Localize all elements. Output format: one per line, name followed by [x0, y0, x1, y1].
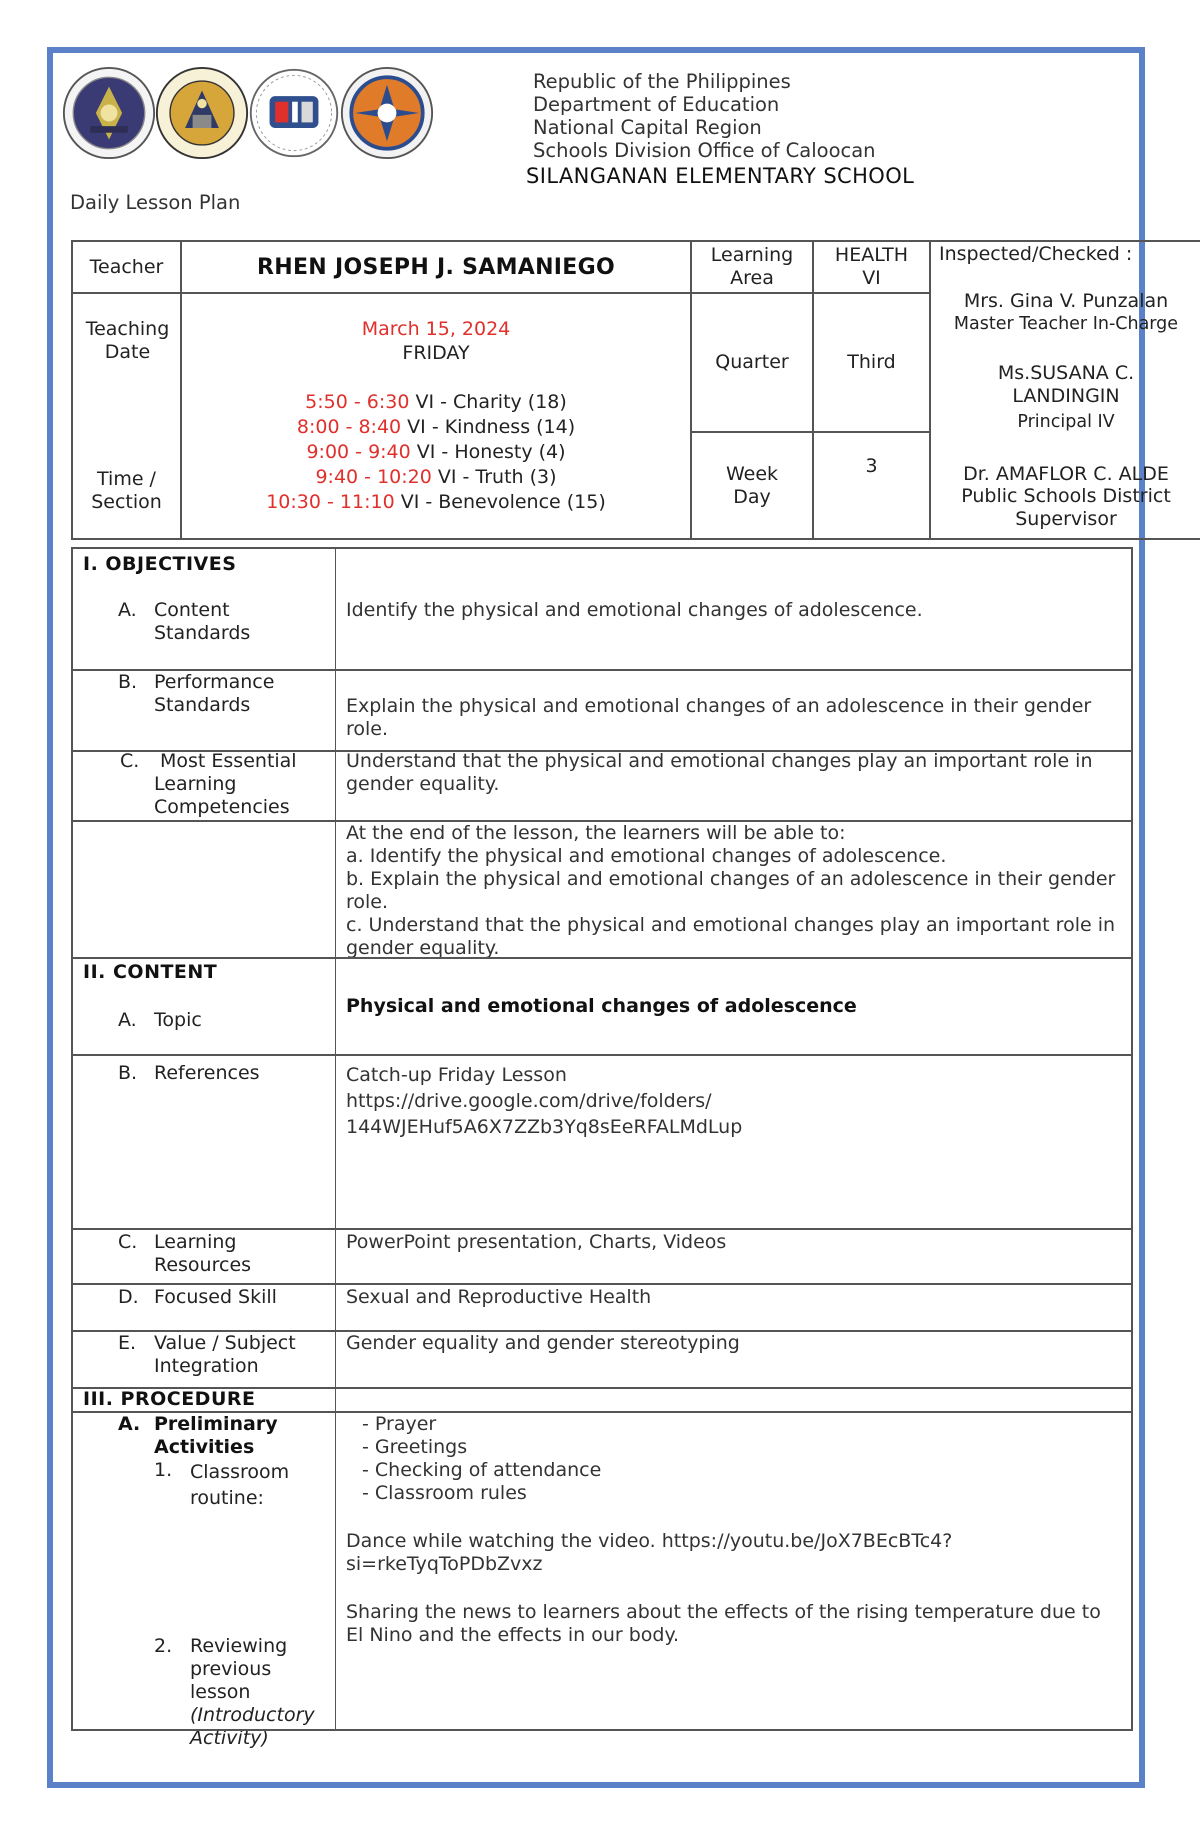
procedure-title-row	[71, 1389, 1133, 1411]
topic-label: Topic	[154, 1009, 202, 1031]
references-text	[346, 1062, 1121, 1140]
row-value-cell	[336, 1332, 1133, 1387]
content-standards-label: Content Standards	[154, 599, 251, 644]
value-integration-label: Value / Subject Integration	[154, 1332, 296, 1377]
row-value-cell	[336, 671, 1133, 751]
quarter-label: Quarter	[715, 351, 789, 373]
schedule-section: VI - Benevolence (15)	[394, 491, 606, 513]
header-line: National Capital Region	[533, 116, 762, 139]
row-value-cell	[336, 549, 1133, 671]
video-activity-text[interactable]: Dance while watching the video. https://youtu.be/JoX7BEcBTc4?si=rkeTyqToPDbZvxz	[346, 1530, 953, 1575]
item-letter: B.	[118, 1062, 138, 1084]
school-name: SILANGANAN ELEMENTARY SCHOOL	[526, 164, 915, 188]
quarter-label-cell	[690, 292, 814, 433]
item-letter: E.	[118, 1332, 137, 1354]
teacher-label: Teacher	[89, 255, 164, 278]
row-divider	[71, 547, 1133, 549]
week-day-label: Week Day	[725, 462, 779, 508]
performance-standards-label: Performance Standards	[154, 671, 275, 716]
teaching-date-label: Teaching Date	[85, 318, 170, 363]
inspector-title: Principal IV	[1017, 412, 1115, 432]
school-seal-icon	[340, 66, 434, 160]
quarter-value-cell	[812, 292, 931, 433]
header-line: Schools Division Office of Caloocan	[533, 139, 876, 162]
objective-item: c. Understand that the physical and emotional changes play an important role in gender equality.	[346, 914, 1116, 959]
learning-area-label-cell	[690, 240, 814, 294]
value-integration-text: Gender equality and gender stereotyping	[346, 1332, 740, 1354]
reference-link[interactable]: 144WJEHuf5A6X7ZZb3Yq8sEeRFALMdLup	[346, 1116, 743, 1138]
teaching-day: FRIDAY	[402, 342, 470, 364]
content-standards-row	[71, 549, 1133, 671]
learning-area-value: HEALTH VI	[834, 244, 909, 289]
row-label-cell	[71, 1389, 336, 1411]
objectives-title: I. OBJECTIVES	[83, 553, 237, 575]
week-day-label-cell	[690, 431, 814, 540]
row-label-cell	[71, 822, 336, 957]
schedule-section: VI - Kindness (14)	[401, 416, 576, 438]
schedule-row	[182, 466, 690, 489]
row-value-cell	[336, 1413, 1133, 1729]
row-label-cell	[71, 1056, 336, 1228]
introductory-activity-note: (Introductory Activity)	[190, 1704, 315, 1749]
content-standards-text: Identify the physical and emotional changes of adolescence.	[346, 599, 923, 621]
focused-skill-text: Sexual and Reproductive Health	[346, 1286, 652, 1308]
learning-area-value-cell	[812, 240, 931, 294]
schedule-time: 9:00 - 9:40	[306, 441, 411, 463]
schedule-cell	[180, 292, 692, 540]
row-label-cell	[71, 549, 336, 671]
item-letter: A.	[118, 599, 137, 621]
references-label: References	[154, 1062, 260, 1084]
item-letter: A.	[118, 1413, 141, 1435]
learner-objectives	[346, 822, 1121, 960]
references-row	[71, 1056, 1133, 1228]
learning-resources-row	[71, 1230, 1133, 1283]
inspector-name: Dr. AMAFLOR C. ALDE	[963, 463, 1169, 485]
item-letter: C.	[120, 750, 140, 772]
time-section-label: Time / Section	[91, 468, 162, 513]
reviewing-lesson-label: Reviewing previous lesson	[190, 1635, 288, 1703]
topic-text: Physical and emotional changes of adolescence	[346, 995, 857, 1017]
reference-link[interactable]: https://drive.google.com/drive/folders/	[346, 1090, 712, 1112]
row-label-cell	[71, 752, 336, 820]
item-number: 1.	[154, 1459, 173, 1481]
reviewing-lesson-block	[190, 1635, 330, 1750]
item-number: 2.	[154, 1635, 173, 1657]
learning-area-label: Learning Area	[710, 244, 794, 289]
preliminary-activities-label: Preliminary Activities	[154, 1413, 278, 1458]
agency-header	[533, 70, 1093, 162]
week-day-value: 3	[865, 455, 878, 477]
teacher-label-cell	[71, 240, 182, 294]
row-value-cell	[336, 822, 1133, 957]
row-value-cell	[336, 752, 1133, 820]
value-integration-row	[71, 1332, 1133, 1387]
item-letter: C.	[118, 1231, 138, 1253]
row-label-cell	[71, 959, 336, 1054]
teaching-date: March 15, 2024	[361, 318, 511, 340]
inspected-cell	[929, 240, 1200, 540]
focused-skill-label: Focused Skill	[154, 1286, 277, 1308]
objective-item: b. Explain the physical and emotional changes of an adolescence in their gender role.	[346, 868, 1116, 913]
performance-standards-row	[71, 671, 1133, 751]
row-label-cell	[71, 1413, 336, 1749]
row-value-cell	[336, 959, 1133, 1054]
item-letter: A.	[118, 1009, 137, 1031]
melc-row	[71, 752, 1133, 820]
deped-seal-icon	[62, 66, 156, 160]
routine-item: - Greetings	[362, 1436, 468, 1458]
focused-skill-row	[71, 1285, 1133, 1330]
objective-item: a. Identify the physical and emotional changes of adolescence.	[346, 845, 947, 867]
schedule-row	[182, 441, 690, 464]
cid-logo-icon	[247, 66, 341, 160]
routine-item: - Checking of attendance	[362, 1459, 602, 1481]
row-value-cell	[336, 1230, 1133, 1283]
schedule-time: 9:40 - 10:20	[315, 466, 432, 488]
inspector-title: Public Schools District Supervisor	[961, 485, 1171, 530]
schedule-section: VI - Charity (18)	[409, 391, 567, 413]
teacher-name: RHEN JOSEPH J. SAMANIEGO	[257, 254, 615, 280]
reference-line: Catch-up Friday Lesson	[346, 1064, 567, 1086]
row-value-cell	[336, 1285, 1133, 1330]
schedule-time: 5:50 - 6:30	[305, 391, 410, 413]
melc-text: Understand that the physical and emotional changes play an important role in gender equality.	[346, 750, 1093, 795]
objectives-intro: At the end of the lesson, the learners will be able to:	[346, 822, 846, 844]
schedule-section: VI - Honesty (4)	[410, 441, 566, 463]
row-label-cell	[71, 1230, 336, 1283]
inspector-title: Master Teacher In-Charge	[953, 314, 1179, 334]
quarter-value: Third	[847, 351, 896, 373]
learner-objectives-row	[71, 822, 1133, 957]
schedule-row	[182, 391, 690, 414]
row-value-cell	[336, 1389, 1133, 1411]
routine-item: - Classroom rules	[362, 1482, 527, 1504]
topic-row	[71, 959, 1133, 1054]
row-label-cell	[71, 671, 336, 751]
inspected-label: Inspected/Checked :	[939, 243, 1133, 265]
melc-label: Most Essential Learning Competencies	[154, 750, 297, 818]
routine-item: - Prayer	[362, 1413, 437, 1435]
news-sharing-text: Sharing the news to learners about the effects of the rising temperature due to El Nino and the effects in our body.	[346, 1601, 1101, 1646]
sdo-caloocan-seal-icon	[155, 66, 249, 160]
performance-standards-text: Explain the physical and emotional changes of an adolescence in their gender role.	[346, 695, 1092, 740]
routine-list	[362, 1413, 1121, 1505]
item-letter: B.	[118, 671, 138, 693]
header-line: Republic of the Philippines	[533, 70, 791, 93]
learning-resources-text: PowerPoint presentation, Charts, Videos	[346, 1231, 727, 1253]
row-value-cell	[336, 1056, 1133, 1228]
learning-resources-label: Learning Resources	[154, 1231, 252, 1276]
schedule-time: 10:30 - 11:10	[266, 491, 395, 513]
schedule-row	[182, 491, 690, 514]
schedule-time: 8:00 - 8:40	[296, 416, 402, 438]
inspector-name: Ms.SUSANA C. LANDINGIN	[997, 362, 1135, 407]
inspector-name: Mrs. Gina V. Punzalan	[963, 290, 1169, 312]
content-title: II. CONTENT	[83, 961, 218, 983]
date-time-label-cell	[71, 292, 182, 540]
row-label-cell	[71, 1285, 336, 1330]
item-letter: D.	[118, 1286, 139, 1308]
schedule-section: VI - Truth (3)	[431, 466, 557, 488]
procedure-title: III. PROCEDURE	[83, 1388, 256, 1410]
preliminary-activities-row	[71, 1413, 1133, 1749]
row-label-cell	[71, 1332, 336, 1387]
week-day-value-cell	[812, 431, 931, 540]
teacher-name-cell	[180, 240, 692, 294]
classroom-routine-label: Classroom routine:	[190, 1461, 290, 1509]
row-divider	[71, 1729, 1133, 1731]
header-line: Department of Education	[533, 93, 780, 116]
schedule-row	[182, 416, 690, 439]
document-type: Daily Lesson Plan	[70, 191, 241, 214]
